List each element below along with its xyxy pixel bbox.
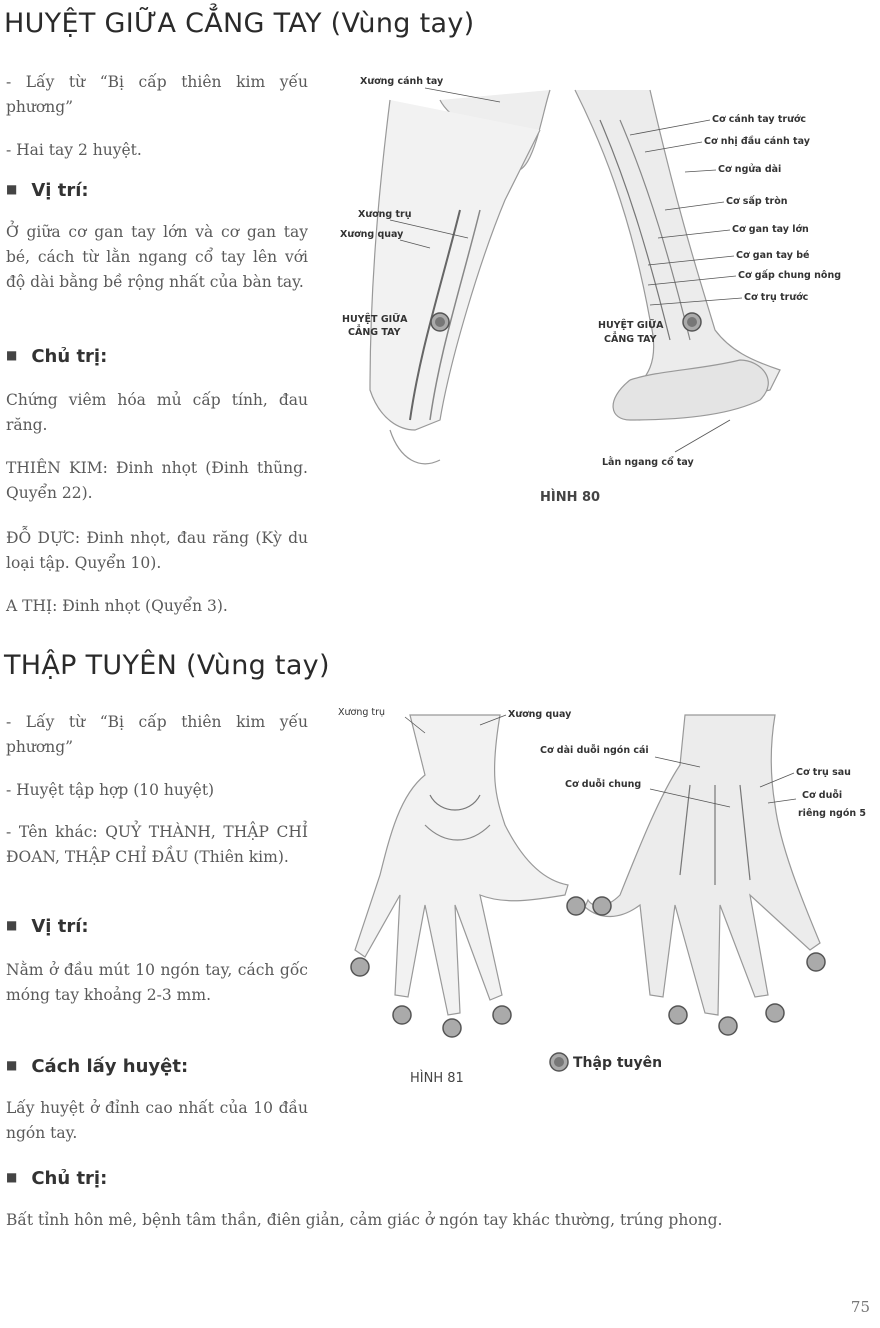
section1-indication-text: Chứng viêm hóa mủ cấp tính, đau răng. [6, 391, 308, 434]
label-muscle-2: Cơ duỗi chung [565, 779, 642, 790]
label-muscle-8: Cơ trụ trước [744, 292, 809, 303]
fingertip-marker-2 [393, 1006, 411, 1024]
label-radius: Xương quay [340, 229, 404, 240]
fingertip-marker-3 [443, 1019, 461, 1037]
hand-muscles-illustration [585, 715, 820, 1015]
label-ulna: Xương trụ [358, 209, 412, 220]
section2-location-text: Nằm ở đầu mút 10 ngón tay, cách gốc móng tay khoảng 2-3 mm. [6, 961, 308, 1004]
label-muscle-1: Cơ cánh tay trước [712, 114, 806, 125]
section1-location-heading [6, 180, 89, 201]
label-muscle-6: Cơ gan tay bé [736, 250, 810, 261]
figure-81-caption: HÌNH 81 [410, 1071, 464, 1086]
section2-intro: - Lấy từ “Bị cấp thiên kim yếu phương” [6, 713, 308, 756]
fingertip-marker-6 [593, 897, 611, 915]
fingertip-marker-4 [493, 1006, 511, 1024]
figure-81 [330, 695, 875, 1095]
section2-indication-text: Bất tỉnh hôn mê, bệnh tâm thần, điên giản, cảm giác ở ngón tay khác thường, trúng phong. [6, 1211, 723, 1229]
fingertip-marker-1 [351, 958, 369, 976]
figure-80 [330, 60, 875, 520]
bullet-icon: ■ [6, 918, 18, 932]
heading-text: Chủ trị: [31, 1168, 108, 1189]
section1-count: - Hai tay 2 huyệt. [6, 141, 142, 159]
label-muscle-1: Cơ dài duỗi ngón cái [540, 745, 649, 756]
figure-80-caption: HÌNH 80 [540, 490, 601, 505]
heading-text: Chủ trị: [31, 346, 108, 367]
label-point-right-2: CẲNG TAY [604, 334, 657, 345]
heading-text: Cách lấy huyệt: [31, 1056, 189, 1077]
label-wrist-crease: Lằn ngang cổ tay [602, 457, 694, 468]
label-humerus: Xương cánh tay [360, 76, 444, 87]
section2-method-heading [6, 1056, 188, 1077]
label-muscle-7: Cơ gấp chung nông [738, 270, 842, 281]
section2-count: - Huyệt tập hợp (10 huyệt) [6, 781, 215, 799]
fingertip-marker-10 [807, 953, 825, 971]
label-muscle-5: Cơ gan tay lớn [732, 224, 809, 235]
section1-ref2: ĐỖ DỰC: Đinh nhọt, đau răng (Kỳ du loại tập. Quyển 10). [6, 529, 308, 572]
fingertip-marker-7 [669, 1006, 687, 1024]
acupoint-marker-inner [687, 317, 697, 327]
section1-ref1: THIÊN KIM: Đinh nhọt (Đinh thũng. Quyển 22). [6, 459, 308, 502]
heading-text: Vị trí: [31, 916, 89, 937]
section2-indication-heading [6, 1168, 107, 1189]
forearm-bones-illustration [370, 90, 550, 464]
fingertip-marker-5 [567, 897, 585, 915]
section1-intro: - Lấy từ “Bị cấp thiên kim yếu phương” [6, 73, 308, 116]
label-muscle-3: Cơ ngửa dài [718, 164, 782, 175]
label-muscle-3: Cơ trụ sau [796, 767, 851, 778]
fingertip-marker-9 [766, 1004, 784, 1022]
section1-indication-heading [6, 346, 107, 367]
figure-81-legend: Thập tuyên [573, 1055, 663, 1071]
label-muscle-4: Cơ sấp tròn [726, 196, 788, 207]
label-muscle-4b: riêng ngón 5 [798, 808, 867, 819]
heading-text: Vị trí: [31, 180, 89, 201]
section2-method-text: Lấy huyệt ở đỉnh cao nhất của 10 đầu ngón tay. [6, 1099, 308, 1142]
label-point-left-1: HUYỆT GIỮA [342, 314, 408, 325]
section2-location-heading [6, 916, 89, 937]
page-number: 75 [850, 1298, 870, 1316]
label-radius: Xương quay [508, 709, 572, 720]
bullet-icon: ■ [6, 182, 18, 196]
section2-alt-names: - Tên khác: QUỶ THÀNH, THẬP CHỈ ĐOAN, THẬP CHỈ ĐẦU (Thiên kim). [6, 823, 308, 866]
hand-bones-illustration [355, 715, 568, 1015]
leader-line [685, 170, 716, 172]
fingertip-marker-8 [719, 1017, 737, 1035]
acupoint-marker-inner [435, 317, 445, 327]
bullet-icon: ■ [6, 348, 18, 362]
leader-line [675, 420, 730, 452]
bullet-icon: ■ [6, 1170, 18, 1184]
label-point-left-2: CẲNG TAY [348, 327, 401, 338]
legend-marker-inner [554, 1057, 564, 1067]
section1-title: HUYỆT GIỮA CẲNG TAY (Vùng tay) [4, 8, 475, 39]
section1-ref3: A THỊ: Đinh nhọt (Quyển 3). [6, 597, 228, 615]
section1-location-text: Ở giữa cơ gan tay lớn và cơ gan tay bé, cách từ lằn ngang cổ tay lên với độ dài bằng bề rộng nhất của bàn tay. [6, 223, 308, 291]
label-muscle-4a: Cơ duỗi [802, 790, 843, 801]
bullet-icon: ■ [6, 1058, 18, 1072]
label-muscle-2: Cơ nhị đầu cánh tay [704, 136, 810, 147]
label-ulna: Xương trụ [338, 707, 386, 718]
label-point-right-1: HUYỆT GIỮA [598, 320, 664, 331]
section2-title: THẬP TUYÊN (Vùng tay) [4, 650, 330, 681]
